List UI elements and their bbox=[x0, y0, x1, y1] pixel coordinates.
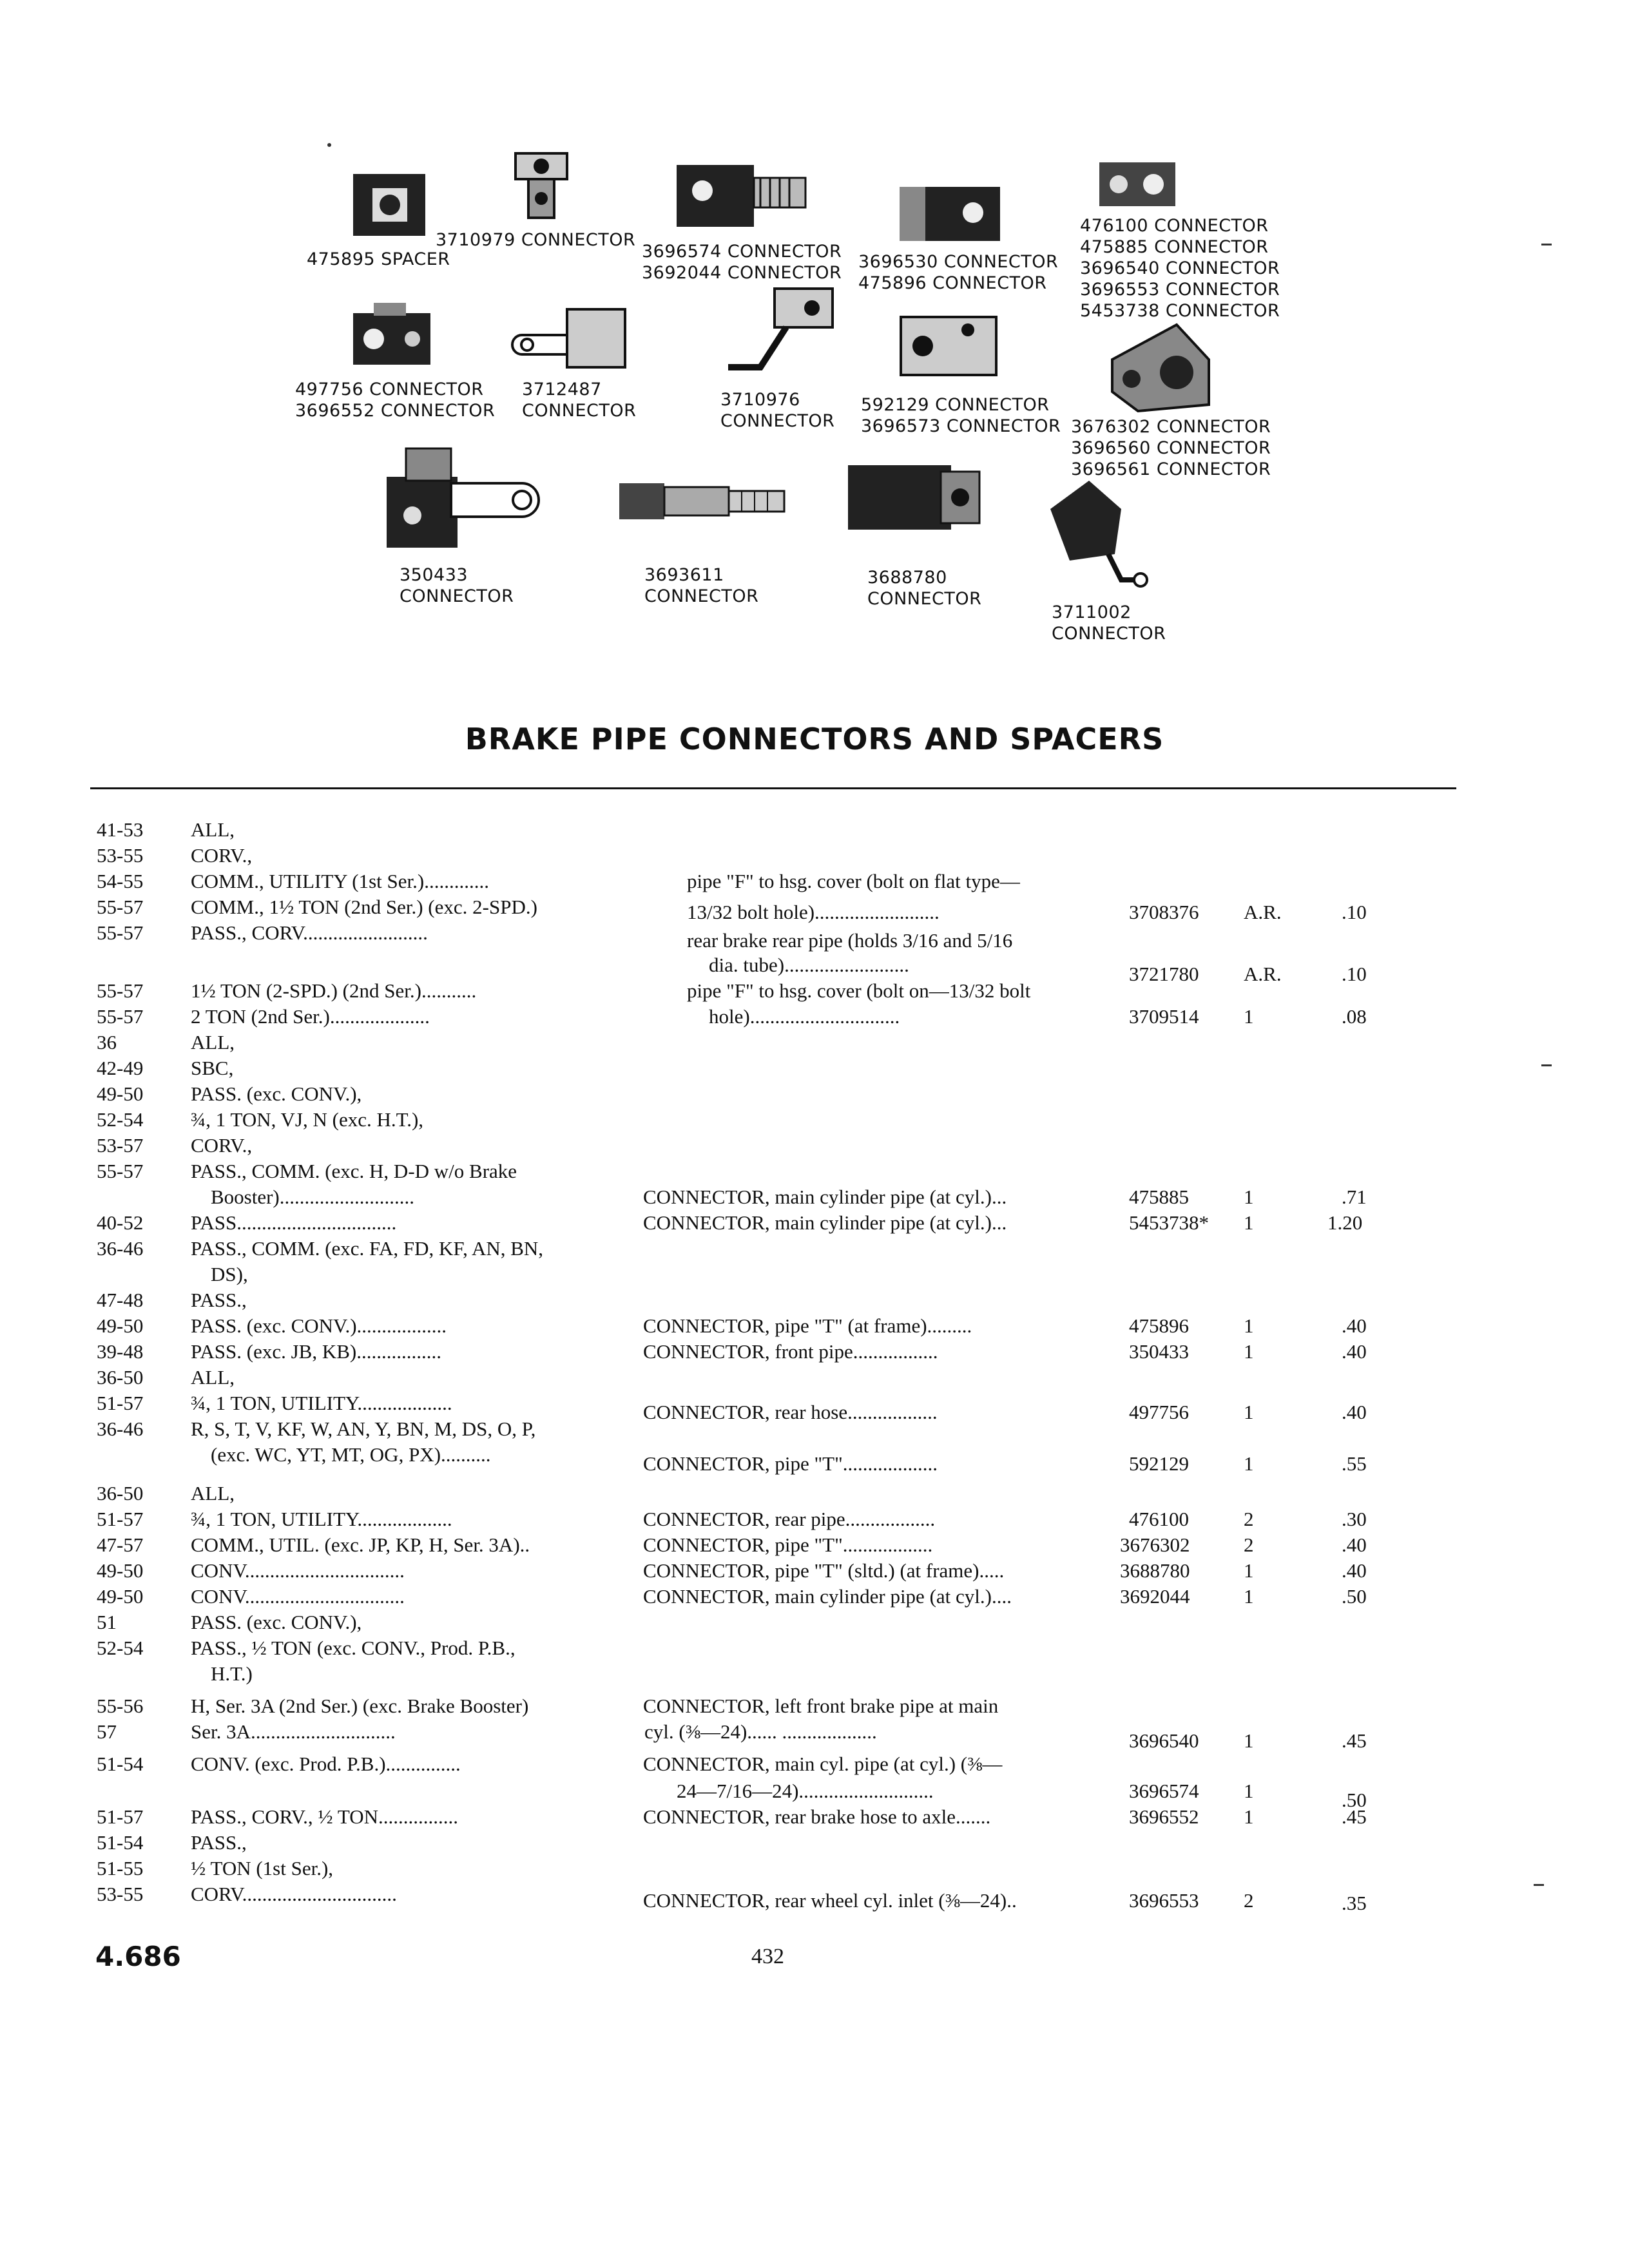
description-cell: CONNECTOR, pipe "T".................. bbox=[643, 1533, 933, 1556]
models-cell: CONV. (exc. Prod. P.B.)............... bbox=[191, 1753, 461, 1775]
year-cell: 52-54 bbox=[97, 1108, 144, 1131]
connector-497756-icon bbox=[348, 300, 438, 371]
table-row bbox=[0, 1057, 1629, 1082]
description-cell: CONNECTOR, main cylinder pipe (at cyl.).... bbox=[643, 1585, 1012, 1608]
table-row bbox=[0, 1418, 1629, 1443]
part-number-cell: 3688780 bbox=[1120, 1559, 1190, 1582]
models-cell: PASS. (exc. CONV.), bbox=[191, 1611, 362, 1633]
year-cell: 36-46 bbox=[97, 1418, 144, 1440]
caption-592129: 592129 CONNECTOR 3696573 CONNECTOR bbox=[861, 395, 1061, 436]
year-cell: 51-54 bbox=[97, 1831, 144, 1854]
year-cell: 41-53 bbox=[97, 818, 144, 841]
price-cell: .50 bbox=[1342, 1789, 1367, 1811]
description-cell: CONNECTOR, pipe "T" (at frame)......... bbox=[643, 1314, 972, 1337]
models-cell: ½ TON (1st Ser.), bbox=[191, 1857, 334, 1879]
models-cell: DS), bbox=[191, 1263, 248, 1285]
price-cell: .45 bbox=[1342, 1729, 1367, 1752]
year-cell: 57 bbox=[97, 1720, 117, 1743]
models-cell: PASS., bbox=[191, 1831, 247, 1854]
year-cell: 55-57 bbox=[97, 1160, 144, 1182]
margin-mark bbox=[1541, 244, 1552, 245]
price-cell: .40 bbox=[1342, 1401, 1367, 1423]
description-cell: hole).............................. bbox=[709, 1005, 900, 1028]
page-title: BRAKE PIPE CONNECTORS AND SPACERS bbox=[465, 722, 1164, 756]
price-cell: .40 bbox=[1342, 1314, 1367, 1337]
quantity-cell: A.R. bbox=[1244, 901, 1282, 923]
quantity-cell: 2 bbox=[1244, 1508, 1254, 1530]
table-row bbox=[0, 1082, 1629, 1108]
description-cell: 24—7/16—24)........................... bbox=[677, 1780, 934, 1802]
description-cell: CONNECTOR, rear pipe.................. bbox=[643, 1508, 936, 1530]
part-number-cell: 5453738* bbox=[1129, 1211, 1209, 1234]
quantity-cell: 1 bbox=[1244, 1314, 1254, 1337]
price-cell: .35 bbox=[1342, 1892, 1367, 1914]
models-cell: Booster)........................... bbox=[191, 1186, 415, 1208]
description-cell: CONNECTOR, left front brake pipe at main bbox=[643, 1695, 999, 1717]
table-row bbox=[0, 1392, 1629, 1423]
models-cell: COMM., 1½ TON (2nd Ser.) (exc. 2-SPD.) bbox=[191, 896, 537, 918]
price-cell: .71 bbox=[1342, 1186, 1367, 1208]
table-row bbox=[0, 1780, 1629, 1811]
models-cell: PASS., COMM. (exc. FA, FD, KF, AN, BN, bbox=[191, 1237, 544, 1260]
connector-3710979-icon bbox=[503, 147, 580, 224]
year-cell: 39-48 bbox=[97, 1340, 144, 1363]
models-cell: PASS., ½ TON (exc. CONV., Prod. P.B., bbox=[191, 1637, 516, 1659]
table-row bbox=[0, 1289, 1629, 1314]
year-cell: 54-55 bbox=[97, 870, 144, 892]
table-row bbox=[0, 954, 1629, 985]
price-cell: .55 bbox=[1342, 1452, 1367, 1475]
table-row bbox=[0, 921, 1629, 952]
price-cell: .10 bbox=[1342, 963, 1367, 985]
part-number-cell: 3696553 bbox=[1129, 1889, 1199, 1912]
table-row bbox=[0, 1662, 1629, 1688]
models-cell: SBC, bbox=[191, 1057, 234, 1079]
quantity-cell: 1 bbox=[1244, 1805, 1254, 1828]
caption-3696574: 3696574 CONNECTOR 3692044 CONNECTOR bbox=[642, 242, 842, 283]
description-cell: CONNECTOR, front pipe................. bbox=[643, 1340, 938, 1363]
models-cell: ALL, bbox=[191, 1482, 235, 1504]
caption-3676302: 3676302 CONNECTOR 3696560 CONNECTOR 3696561 CONNECTOR bbox=[1071, 417, 1271, 479]
year-cell: 51-57 bbox=[97, 1392, 144, 1414]
quantity-cell: 2 bbox=[1244, 1889, 1254, 1912]
models-cell: H, Ser. 3A (2nd Ser.) (exc. Brake Booster) bbox=[191, 1695, 529, 1717]
models-cell: H.T.) bbox=[191, 1662, 253, 1685]
description-cell: pipe "F" to hsg. cover (bolt on—13/32 bolt bbox=[687, 979, 1031, 1002]
year-cell: 49-50 bbox=[97, 1585, 144, 1608]
description-cell: CONNECTOR, main cylinder pipe (at cyl.)... bbox=[643, 1211, 1007, 1234]
year-cell: 55-57 bbox=[97, 921, 144, 944]
table-row bbox=[0, 1508, 1629, 1533]
year-cell: 40-52 bbox=[97, 1211, 144, 1234]
year-cell: 55-57 bbox=[97, 896, 144, 918]
models-cell: R, S, T, V, KF, W, AN, Y, BN, M, DS, O, P, bbox=[191, 1418, 536, 1440]
table-row bbox=[0, 818, 1629, 844]
table-row bbox=[0, 844, 1629, 870]
quantity-cell: 1 bbox=[1244, 1186, 1254, 1208]
quantity-cell: 1 bbox=[1244, 1401, 1254, 1423]
price-cell: .40 bbox=[1342, 1559, 1367, 1582]
table-row bbox=[0, 1805, 1629, 1831]
year-cell: 42-49 bbox=[97, 1057, 144, 1079]
quantity-cell: 1 bbox=[1244, 1340, 1254, 1363]
spacer-475895-icon bbox=[348, 169, 432, 240]
description-cell: cyl. (⅜—24)...... ................... bbox=[644, 1720, 877, 1743]
year-cell: 53-55 bbox=[97, 844, 144, 867]
table-row bbox=[0, 1134, 1629, 1160]
year-cell: 51-57 bbox=[97, 1805, 144, 1828]
year-cell: 55-56 bbox=[97, 1695, 144, 1717]
year-cell: 36-46 bbox=[97, 1237, 144, 1260]
models-cell: PASS., bbox=[191, 1289, 247, 1311]
table-row bbox=[0, 1720, 1629, 1752]
price-cell: .08 bbox=[1342, 1005, 1367, 1028]
margin-mark bbox=[1534, 1884, 1544, 1886]
year-cell: 47-48 bbox=[97, 1289, 144, 1311]
quantity-cell: 1 bbox=[1244, 1585, 1254, 1608]
year-cell: 52-54 bbox=[97, 1637, 144, 1659]
models-cell: ALL, bbox=[191, 818, 235, 841]
table-row bbox=[0, 1366, 1629, 1392]
part-number-cell: 3676302 bbox=[1120, 1533, 1190, 1556]
part-number-cell: 475896 bbox=[1129, 1314, 1189, 1337]
quantity-cell: 1 bbox=[1244, 1005, 1254, 1028]
description-cell: CONNECTOR, rear wheel cyl. inlet (⅜—24).. bbox=[643, 1889, 1017, 1912]
table-row bbox=[0, 1482, 1629, 1508]
models-cell: PASS., COMM. (exc. H, D-D w/o Brake bbox=[191, 1160, 517, 1182]
price-cell: .10 bbox=[1342, 901, 1367, 923]
quantity-cell: A.R. bbox=[1244, 963, 1282, 985]
caption-3693611: 3693611 CONNECTOR bbox=[644, 565, 759, 606]
table-row bbox=[0, 1340, 1629, 1366]
caption-3696530: 3696530 CONNECTOR 475896 CONNECTOR bbox=[858, 252, 1059, 293]
models-cell: ¾, 1 TON, UTILITY................... bbox=[191, 1508, 452, 1530]
models-cell: PASS., CORV......................... bbox=[191, 921, 428, 944]
part-number-cell: 350433 bbox=[1129, 1340, 1189, 1363]
models-cell: Ser. 3A............................. bbox=[191, 1720, 396, 1743]
caption-475895: 475895 SPACER bbox=[307, 249, 450, 269]
price-cell: .40 bbox=[1342, 1340, 1367, 1363]
connector-476100-icon bbox=[1095, 159, 1179, 210]
margin-mark bbox=[1541, 1064, 1552, 1066]
part-number-cell: 3696574 bbox=[1129, 1780, 1199, 1802]
caption-3710976: 3710976 CONNECTOR bbox=[720, 390, 835, 431]
models-cell: ALL, bbox=[191, 1031, 235, 1053]
models-cell: ¾, 1 TON, VJ, N (exc. H.T.), bbox=[191, 1108, 424, 1131]
connector-3710976-icon bbox=[715, 284, 838, 380]
table-row bbox=[0, 1857, 1629, 1883]
caption-3688780: 3688780 CONNECTOR bbox=[867, 568, 982, 609]
part-number-cell: 3709514 bbox=[1129, 1005, 1199, 1028]
models-cell: 2 TON (2nd Ser.).................... bbox=[191, 1005, 430, 1028]
caption-3712487: 3712487 CONNECTOR bbox=[522, 380, 637, 421]
description-cell: CONNECTOR, main cylinder pipe (at cyl.)... bbox=[643, 1186, 1007, 1208]
models-cell: 1½ TON (2-SPD.) (2nd Ser.)........... bbox=[191, 979, 477, 1002]
description-cell: CONNECTOR, rear hose.................. bbox=[643, 1401, 938, 1423]
year-cell: 53-55 bbox=[97, 1883, 144, 1905]
description-cell: rear brake rear pipe (holds 3/16 and 5/16 bbox=[687, 929, 1013, 952]
year-cell: 51-55 bbox=[97, 1857, 144, 1879]
connector-350433-icon bbox=[380, 445, 548, 554]
table-row bbox=[0, 1443, 1629, 1475]
year-cell: 51-57 bbox=[97, 1508, 144, 1530]
models-cell: PASS. (exc. JB, KB)................. bbox=[191, 1340, 441, 1363]
caption-3710979: 3710979 CONNECTOR bbox=[436, 230, 636, 250]
description-cell: dia. tube)......................... bbox=[709, 954, 909, 976]
table-row bbox=[0, 1186, 1629, 1211]
connector-592129-icon bbox=[897, 311, 1000, 381]
caption-476100: 476100 CONNECTOR 475885 CONNECTOR 3696540 CONNECTOR 3696553 CONNECTOR 5453738 CONNECTOR bbox=[1080, 216, 1280, 321]
table-row bbox=[0, 1611, 1629, 1637]
table-row bbox=[0, 1637, 1629, 1662]
description-cell: pipe "F" to hsg. cover (bolt on flat type— bbox=[687, 870, 1020, 892]
models-cell: (exc. WC, YT, MT, OG, PX).......... bbox=[191, 1443, 491, 1466]
models-cell: PASS. (exc. CONV.).................. bbox=[191, 1314, 447, 1337]
quantity-cell: 1 bbox=[1244, 1780, 1254, 1802]
models-cell: COMM., UTIL. (exc. JP, KP, H, Ser. 3A).. bbox=[191, 1533, 530, 1556]
description-cell: CONNECTOR, pipe "T" (sltd.) (at frame)..... bbox=[643, 1559, 1005, 1582]
table-row bbox=[0, 1559, 1629, 1585]
quantity-cell: 2 bbox=[1244, 1533, 1254, 1556]
year-cell: 55-57 bbox=[97, 979, 144, 1002]
description-cell: CONNECTOR, main cyl. pipe (at cyl.) (⅜— bbox=[643, 1753, 1003, 1775]
price-cell: .30 bbox=[1342, 1508, 1367, 1530]
models-cell: CONV................................ bbox=[191, 1585, 405, 1608]
connector-3712487-icon bbox=[509, 303, 631, 374]
table-row bbox=[0, 870, 1629, 896]
price-cell: 1.20 bbox=[1327, 1211, 1363, 1234]
part-number-cell: 476100 bbox=[1129, 1508, 1189, 1530]
quantity-cell: 1 bbox=[1244, 1211, 1254, 1234]
margin-mark bbox=[327, 143, 331, 147]
models-cell: PASS., CORV., ½ TON................ bbox=[191, 1805, 459, 1828]
year-cell: 47-57 bbox=[97, 1533, 144, 1556]
table-row bbox=[0, 979, 1629, 1005]
caption-3711002: 3711002 CONNECTOR bbox=[1052, 602, 1166, 644]
connector-3711002-icon bbox=[1044, 477, 1160, 593]
table-row bbox=[0, 1108, 1629, 1134]
year-cell: 49-50 bbox=[97, 1314, 144, 1337]
section-number: 4.686 bbox=[95, 1941, 181, 1972]
connector-3693611-icon bbox=[615, 470, 789, 528]
models-cell: ¾, 1 TON, UTILITY................... bbox=[191, 1392, 452, 1414]
part-number-cell: 3721780 bbox=[1129, 963, 1199, 985]
year-cell: 51 bbox=[97, 1611, 117, 1633]
year-cell: 55-57 bbox=[97, 1005, 144, 1028]
part-number-cell: 3696552 bbox=[1129, 1805, 1199, 1828]
table-row bbox=[0, 896, 1629, 921]
year-cell: 36 bbox=[97, 1031, 117, 1053]
part-number-cell: 497756 bbox=[1129, 1401, 1189, 1423]
quantity-cell: 1 bbox=[1244, 1729, 1254, 1752]
description-cell: 13/32 bolt hole)......................... bbox=[687, 901, 940, 923]
models-cell: CORV., bbox=[191, 1134, 253, 1157]
year-cell: 49-50 bbox=[97, 1082, 144, 1105]
price-cell: .40 bbox=[1342, 1533, 1367, 1556]
caption-497756: 497756 CONNECTOR 3696552 CONNECTOR bbox=[295, 380, 496, 421]
part-number-cell: 3708376 bbox=[1129, 901, 1199, 923]
table-row bbox=[0, 1005, 1629, 1031]
year-cell: 36-50 bbox=[97, 1366, 144, 1389]
title-rule bbox=[90, 787, 1456, 789]
description-cell: CONNECTOR, rear brake hose to axle....... bbox=[643, 1805, 991, 1828]
year-cell: 49-50 bbox=[97, 1559, 144, 1582]
year-cell: 36-50 bbox=[97, 1482, 144, 1504]
models-cell: CORV............................... bbox=[191, 1883, 397, 1905]
table-row bbox=[0, 1211, 1629, 1237]
table-row bbox=[0, 1314, 1629, 1340]
price-cell: .45 bbox=[1342, 1805, 1367, 1828]
connector-3696530-icon bbox=[896, 180, 1005, 245]
table-row bbox=[0, 1695, 1629, 1720]
table-row bbox=[0, 1533, 1629, 1559]
connector-3696574-icon bbox=[670, 152, 812, 236]
part-number-cell: 475885 bbox=[1129, 1186, 1189, 1208]
price-cell: .50 bbox=[1342, 1585, 1367, 1608]
description-cell: CONNECTOR, pipe "T"................... bbox=[643, 1452, 938, 1475]
models-cell: CORV., bbox=[191, 844, 253, 867]
models-cell: CONV................................ bbox=[191, 1559, 405, 1582]
table-row bbox=[0, 1237, 1629, 1263]
part-number-cell: 3696540 bbox=[1129, 1729, 1199, 1752]
models-cell: PASS. (exc. CONV.), bbox=[191, 1082, 362, 1105]
year-cell: 53-57 bbox=[97, 1134, 144, 1157]
quantity-cell: 1 bbox=[1244, 1452, 1254, 1475]
table-row bbox=[0, 1753, 1629, 1778]
table-row bbox=[0, 1831, 1629, 1857]
connector-3676302-icon bbox=[1099, 321, 1215, 418]
part-number-cell: 592129 bbox=[1129, 1452, 1189, 1475]
models-cell: COMM., UTILITY (1st Ser.)............. bbox=[191, 870, 489, 892]
table-row bbox=[0, 1883, 1629, 1914]
table-row bbox=[0, 1263, 1629, 1289]
page-number: 432 bbox=[751, 1945, 784, 1968]
models-cell: PASS................................ bbox=[191, 1211, 397, 1234]
quantity-cell: 1 bbox=[1244, 1559, 1254, 1582]
part-number-cell: 3692044 bbox=[1120, 1585, 1190, 1608]
table-row bbox=[0, 1160, 1629, 1186]
models-cell: ALL, bbox=[191, 1366, 235, 1389]
table-row bbox=[0, 1585, 1629, 1611]
year-cell: 51-54 bbox=[97, 1753, 144, 1775]
connector-3688780-icon bbox=[844, 459, 986, 536]
caption-350433: 350433 CONNECTOR bbox=[400, 565, 514, 606]
table-row bbox=[0, 1031, 1629, 1057]
